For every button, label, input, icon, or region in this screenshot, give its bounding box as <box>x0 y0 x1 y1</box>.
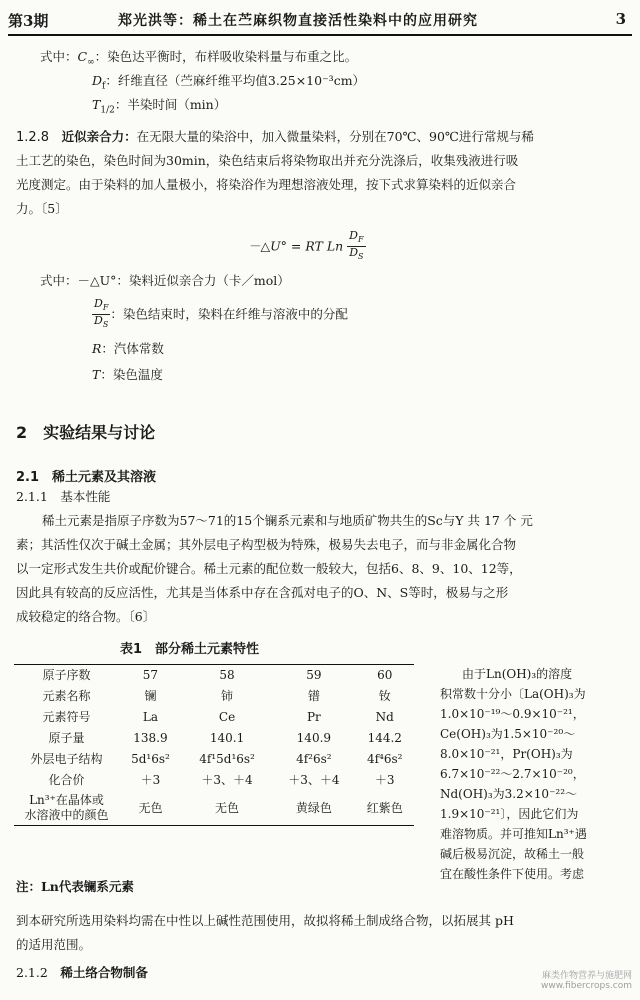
formula-fraction: $\frac{D_F}{D_S}$ <box>349 229 364 262</box>
page-number: 3 <box>615 10 626 28</box>
table-row: Ln³⁺在晶体或 水溶液中的颜色 无色 无色 黄绿色 红紫色 <box>14 791 414 826</box>
subsubsection-heading: 2.1.1 基本性能 <box>16 489 111 504</box>
sec128-line4: 力。〔5〕 <box>16 201 68 216</box>
table-row: 原子量 138.9 140.1 140.9 144.2 <box>48 731 402 745</box>
def-u: 式中：－△U°：染料近似亲合力（卡／mol） <box>40 273 290 288</box>
partition-fraction: $\frac{D_F}{D_S}$ <box>94 297 109 330</box>
table-row: 外层电子结构 5d¹6s² 4f¹5d¹6s² 4f²6s² 4f⁴6s² <box>30 752 403 766</box>
sec211-line4: 因此具有较高的反应活性，尤其是当体系中存在含孤对电子的O、N、S等时，极易与之形 <box>16 585 509 600</box>
table-note: 注：Ln代表镧系元素 <box>16 879 134 894</box>
sec128-line1: 1.2.8 近似亲合力：在无限大量的染浴中，加入微量染料，分别在70℃、90℃进行常规与稀 <box>16 129 534 145</box>
table-row: 元素名称 镧 铈 镨 钕 <box>42 689 391 703</box>
def-r: R：汽体常数 <box>92 341 164 356</box>
running-title: 郑光洪等：稀土在苎麻织物直接活性染料中的应用研究 <box>118 13 478 29</box>
watermark: 麻类作物营养与施肥网 www.fibercrops.com <box>541 971 632 991</box>
table-row: 元素符号 La Ce Pr Nd <box>42 710 394 724</box>
element-properties-table <box>14 664 414 826</box>
def-c: 式中：$C_\infty$：染色达平衡时，布样吸收染料量与布重之比。 <box>40 49 358 68</box>
closing-line2: 的适用范围。 <box>16 937 92 952</box>
section-heading: 2 实验结果与讨论 <box>16 423 156 442</box>
subsubsection-heading-2: 2.1.2 稀土络合物制备 <box>16 965 148 980</box>
sec211-line3: 以一定形式发生共价或配价键合。稀土元素的配位数一般较大，包括6、8、9、10、12等， <box>16 561 522 576</box>
def-temp: T：染色温度 <box>92 367 163 382</box>
def-t: $T_{1/2}$：半染时间（min） <box>92 97 227 116</box>
sec211-line1: 稀土元素是指原子序数为57～71的15个镧系元素和与地质矿物共生的Sc与Y 共 17 个 元 <box>42 513 533 528</box>
table-row: 化合价 ＋3 ＋3、＋4 ＋3、＋4 ＋3 <box>48 773 395 787</box>
sec211-line5: 成较稳定的络合物。〔6〕 <box>16 609 156 624</box>
def-partition: $\frac{D_F}{D_S}$ ：染色结束时，染料在纤维与溶液中的分配 <box>94 297 348 330</box>
sec128-line3: 光度测定。由于染料的加人量极小，将染浴作为理想溶液处理，按下式求算染料的近似亲合 <box>16 177 517 192</box>
page-header <box>8 8 632 36</box>
affinity-formula: －△U° = RT Ln $\frac{D_F}{D_S}$ <box>248 229 364 262</box>
sec128-line2: 土工艺的染色，染色时间为30min，染色结束后将染物取出并充分洗涤后，收集残液进行吸 <box>16 153 519 168</box>
side-paragraph: 由于Ln(OH)₃的溶度 积常数十分小〔La(OH)₃为 1.0×10⁻¹⁹～0.9×10⁻²¹， Ce(OH)₃为1.5×10⁻²⁰～ 8.0×10⁻²¹，Pr(OH)₃为 6.7×10⁻²²～2.7×10⁻²⁰， Nd(OH)₃为3.2×10⁻²²～ 1.9×10⁻²¹〕，因此它们为 难溶物质。并可推知Ln³⁺遇 碱后极易沉淀，故稀土一般 宜在酸性条件下使用。考虑 <box>440 667 587 881</box>
table-caption: 表1 部分稀土元素特性 <box>120 642 260 657</box>
issue-number: 第3期 <box>8 12 49 30</box>
def-d: $D_f$：纤维直径（苎麻纤维平均值3.25×10⁻³cm） <box>92 73 366 92</box>
closing-line1: 到本研究所选用染料均需在中性以上碱性范围使用，故拟将稀土制成络合物，以拓展其 pH <box>16 913 514 928</box>
subsection-heading: 2.1 稀土元素及其溶液 <box>16 470 157 485</box>
sec211-line2: 素；其活性仅次于碱土金属；其外层电子构型极为特殊，极易失去电子，而与非金属化合物 <box>16 537 517 552</box>
table-row: 原子序数 57 58 59 60 <box>14 665 414 687</box>
